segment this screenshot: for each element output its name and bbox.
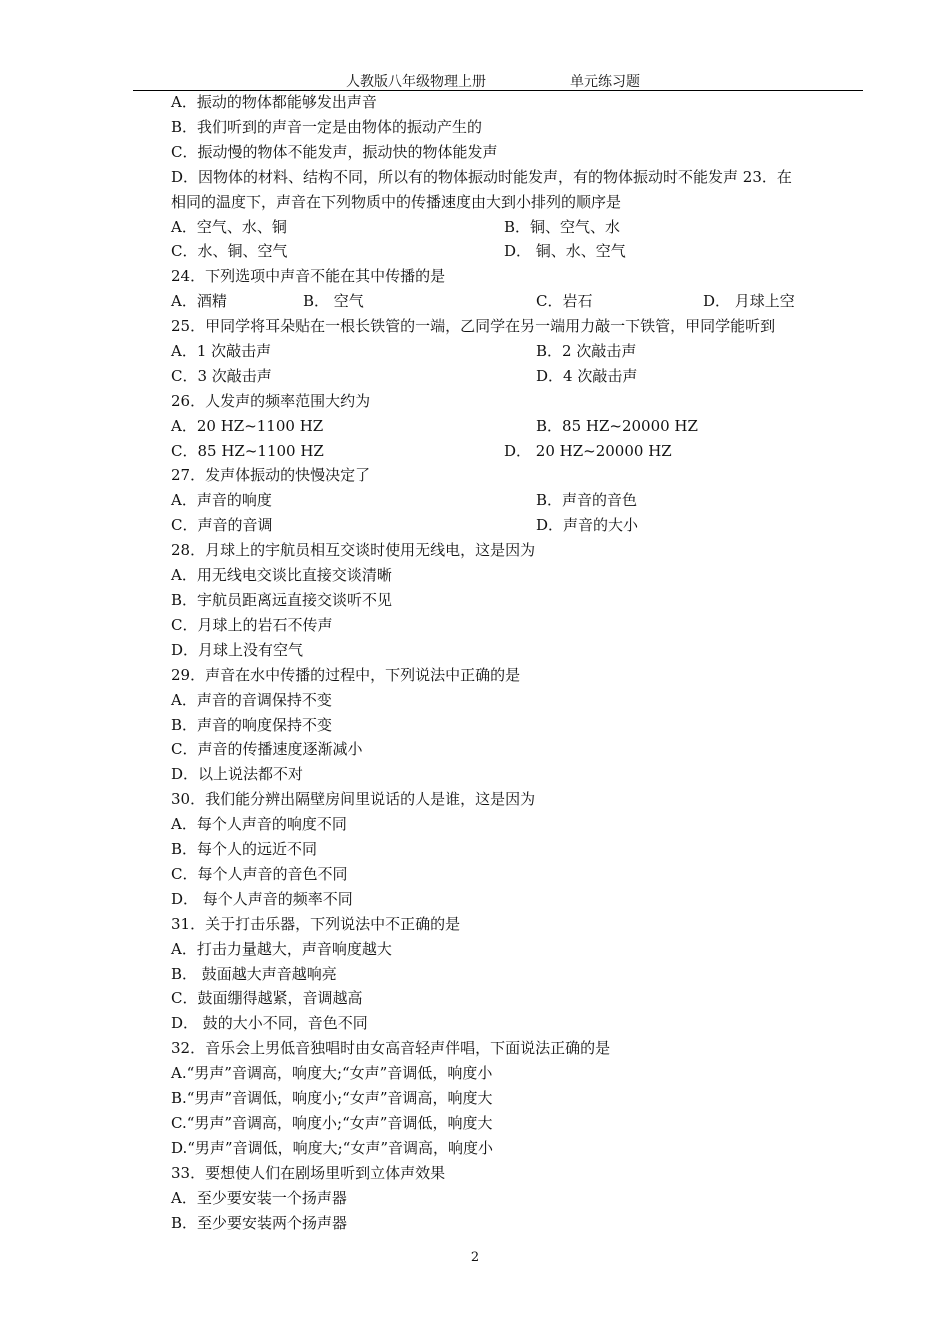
q27-option-a: A．声音的响度 (171, 491, 272, 510)
page-number: 2 (470, 1250, 480, 1265)
q31-option-b: B． 鼓面越大声音越响亮 (171, 964, 337, 983)
q25-stem: 25．甲同学将耳朵贴在一根长铁管的一端，乙同学在另一端用力敲一下铁管，甲同学能听到 (171, 317, 776, 336)
question-list (171, 90, 866, 1236)
q25-option-b: B．2 次敲击声 (536, 342, 637, 361)
header-title: 人教版八年级物理上册 (346, 74, 486, 90)
q28-option-d: D．月球上没有空气 (171, 640, 304, 659)
q25-option-a: A．1 次敲击声 (171, 342, 272, 361)
q24-options (171, 289, 866, 314)
q23-options-row2 (171, 239, 866, 264)
q28-option-a: A．用无线电交谈比直接交谈清晰 (171, 566, 392, 585)
q33-option-a: A．至少要安装一个扬声器 (171, 1188, 347, 1207)
q24-option-c: C．岩石 (536, 292, 593, 311)
q33-option-b: B．至少要安装两个扬声器 (171, 1213, 348, 1232)
q26-stem: 26．人发声的频率范围大约为 (171, 391, 371, 410)
page-header (133, 70, 863, 91)
q28-option-b: B．宇航员距离远直接交谈听不见 (171, 590, 393, 609)
q28-option-c: C．月球上的岩石不传声 (171, 615, 333, 634)
q32-stem: 32．音乐会上男低音独唱时由女高音轻声伴唱，下面说法正确的是 (171, 1039, 611, 1058)
q31-option-d: D． 鼓的大小不同，音色不同 (171, 1014, 368, 1033)
q22-option-b: B．我们听到的声音一定是由物体的振动产生的 (171, 117, 483, 136)
q23-option-a: A．空气、水、铜 (171, 217, 287, 236)
q29-option-b: B．声音的响度保持不变 (171, 715, 333, 734)
q24-option-b: B． 空气 (303, 292, 364, 311)
q31-stem: 31．关于打击乐器，下列说法中不正确的是 (171, 914, 461, 933)
q29-option-a: A．声音的音调保持不变 (171, 690, 332, 709)
q27-option-b: B．声音的音色 (536, 491, 638, 510)
q30-stem: 30．我们能分辨出隔壁房间里说话的人是谁，这是因为 (171, 790, 536, 809)
q30-option-d: D． 每个人声音的频率不同 (171, 889, 353, 908)
q28-stem: 28．月球上的宇航员相互交谈时使用无线电，这是因为 (171, 541, 536, 560)
q23-options-row1 (171, 215, 866, 240)
q27-options-row2 (171, 513, 866, 538)
q25-options-row1 (171, 339, 866, 364)
q30-option-a: A．每个人声音的响度不同 (171, 815, 347, 834)
q26-option-a: A．20 HZ~1100 HZ (171, 416, 324, 435)
q26-options-row1 (171, 414, 866, 439)
q26-option-d: D． 20 HZ~20000 HZ (504, 441, 672, 460)
q26-option-c: C．85 HZ~1100 HZ (171, 441, 324, 460)
q23-option-c: C．水、铜、空气 (171, 242, 288, 261)
q30-option-c: C．每个人声音的音色不同 (171, 864, 348, 883)
q29-option-d: D．以上说法都不对 (171, 765, 304, 784)
q32-option-c: C.“男声”音调高，响度小;“女声”音调低，响度大 (171, 1114, 493, 1133)
q22-option-a: A．振动的物体都能够发出声音 (171, 93, 377, 111)
q33-stem: 33．要想使人们在剧场里听到立体声效果 (171, 1163, 446, 1182)
q25-option-c: C．3 次敲击声 (171, 366, 272, 385)
q26-options-row2 (171, 439, 866, 464)
q32-option-d: D.“男声”音调低，响度大;“女声”音调高，响度小 (171, 1138, 493, 1157)
q23-option-b: B．铜、空气、水 (504, 217, 621, 236)
header-subtitle: 单元练习题 (570, 74, 640, 90)
q27-options-row1 (171, 488, 866, 513)
q31-option-c: C．鼓面绷得越紧，音调越高 (171, 989, 363, 1008)
q22-option-c: C．振动慢的物体不能发声，振动快的物体能发声 (171, 142, 498, 161)
q27-stem: 27．发声体振动的快慢决定了 (171, 466, 371, 485)
q27-option-d: D．声音的大小 (536, 516, 639, 535)
q32-option-b: B.“男声”音调低，响度小;“女声”音调高，响度大 (171, 1089, 493, 1108)
q23-stem: 相同的温度下，声音在下列物质中的传播速度由大到小排列的顺序是 (171, 192, 622, 211)
q24-stem: 24．下列选项中声音不能在其中传播的是 (171, 267, 446, 286)
q27-option-c: C．声音的音调 (171, 516, 273, 535)
q29-option-c: C．声音的传播速度逐渐减小 (171, 740, 363, 759)
q31-option-a: A．打击力量越大，声音响度越大 (171, 939, 392, 958)
q23-option-d: D． 铜、水、空气 (504, 242, 626, 261)
q29-stem: 29．声音在水中传播的过程中，下列说法中正确的是 (171, 665, 521, 684)
q30-option-b: B．每个人的远近不同 (171, 840, 318, 859)
q25-options-row2 (171, 364, 866, 389)
q22-option-d: D．因物体的材料、结构不同，所以有的物体振动时能发声，有的物体振动时不能发声 23．在 (171, 167, 792, 186)
q25-option-d: D．4 次敲击声 (536, 366, 638, 385)
q26-option-b: B．85 HZ~20000 HZ (536, 416, 698, 435)
q32-option-a: A.“男声”音调高，响度大;“女声”音调低，响度小 (171, 1064, 493, 1083)
q24-option-a: A．酒精 (171, 292, 227, 311)
q24-option-d: D． 月球上空 (703, 292, 795, 311)
